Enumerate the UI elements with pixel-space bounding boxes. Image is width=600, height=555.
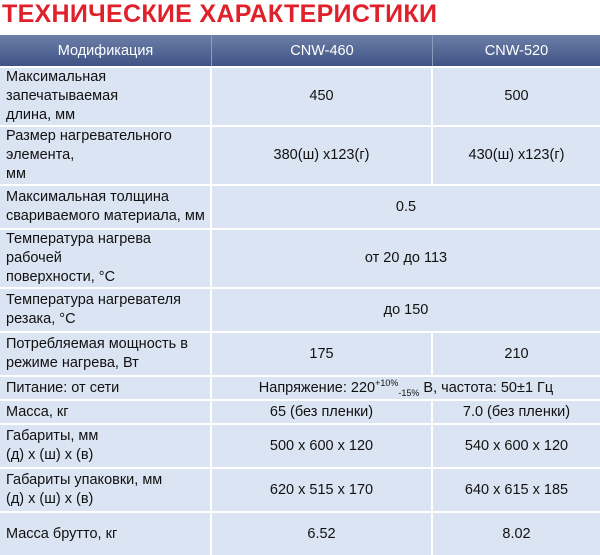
row-label-line2: (д) х (ш) х (в) [6, 447, 94, 463]
cell-value: 500 х 600 х 120 [212, 423, 433, 467]
row-label-line2: режиме нагрева, Вт [6, 355, 139, 371]
table-row [0, 228, 600, 287]
row-label [0, 423, 212, 467]
header-modification: Модификация [0, 35, 212, 66]
voltage-text: Напряжение: 220 [258, 379, 376, 396]
cell-value: 8.02 [433, 511, 600, 555]
cell-value: 210 [433, 331, 600, 375]
table-row [0, 66, 600, 125]
cell-value-merged: 0.5 [212, 184, 600, 228]
table-row [0, 184, 600, 228]
cell-value: 640 х 615 х 185 [433, 467, 600, 511]
cell-value: 380(ш) x123(г) [212, 125, 433, 184]
row-label-line2: длина, мм [6, 107, 76, 123]
row-label-line1: Температура нагревателя [6, 292, 181, 308]
table-row [0, 511, 600, 555]
table-row [0, 331, 600, 375]
frequency-text: В, частота: 50±1 Гц [419, 379, 554, 396]
header-cnw-520: CNW-520 [433, 35, 600, 66]
cell-value-merged: от 20 до 113 [212, 228, 600, 287]
cell-value: 620 х 515 х 170 [212, 467, 433, 511]
cell-value: 500 [433, 66, 600, 125]
row-label [0, 467, 212, 511]
row-label-line1: Максимальная запечатываемая [6, 69, 119, 104]
table-row [0, 423, 600, 467]
row-label-line2: резака, °С [6, 311, 76, 327]
table-row [0, 125, 600, 184]
row-label [0, 125, 212, 184]
row-label: Питание: от сети [0, 375, 212, 399]
row-label-line1: Потребляемая мощность в [6, 336, 188, 352]
table-row [0, 287, 600, 331]
cell-value: 450 [212, 66, 433, 125]
row-label-line1: Максимальная толщина [6, 189, 169, 205]
row-label [0, 228, 212, 287]
row-label-line2: свариваемого материала, мм [6, 208, 205, 224]
cell-value: 175 [212, 331, 433, 375]
row-label-line2: поверхности, °С [6, 269, 116, 285]
cell-value: 65 (без пленки) [212, 399, 433, 423]
row-label [0, 66, 212, 125]
row-label-line2: (д) х (ш) х (в) [6, 491, 94, 507]
specs-table [0, 35, 600, 555]
row-label: Масса брутто, кг [0, 511, 212, 555]
table-header-row [0, 35, 600, 66]
row-label-line1: Температура нагрева рабочей [6, 231, 151, 266]
cell-value: 430(ш) x123(г) [433, 125, 600, 184]
page-title: ТЕХНИЧЕСКИЕ ХАРАКТЕРИСТИКИ [2, 0, 438, 28]
voltage-upper-tolerance: +10% [375, 377, 399, 388]
header-cnw-460: CNW-460 [212, 35, 433, 66]
row-label-line1: Габариты упаковки, мм [6, 472, 163, 488]
cell-value-merged: до 150 [212, 287, 600, 331]
row-label [0, 331, 212, 375]
row-label [0, 184, 212, 228]
row-label-line1: Размер нагревательного элемента, [6, 128, 172, 163]
row-label [0, 287, 212, 331]
row-label-line2: мм [6, 166, 26, 182]
cell-value: 540 х 600 х 120 [433, 423, 600, 467]
table-row [0, 467, 600, 511]
cell-value: 7.0 (без пленки) [433, 399, 600, 423]
row-label-line1: Габариты, мм [6, 428, 99, 444]
table-row [0, 375, 600, 399]
table-row [0, 399, 600, 423]
cell-value-merged [212, 375, 600, 399]
voltage-lower-tolerance: -15% [398, 387, 420, 398]
cell-value: 6.52 [212, 511, 433, 555]
row-label: Масса, кг [0, 399, 212, 423]
